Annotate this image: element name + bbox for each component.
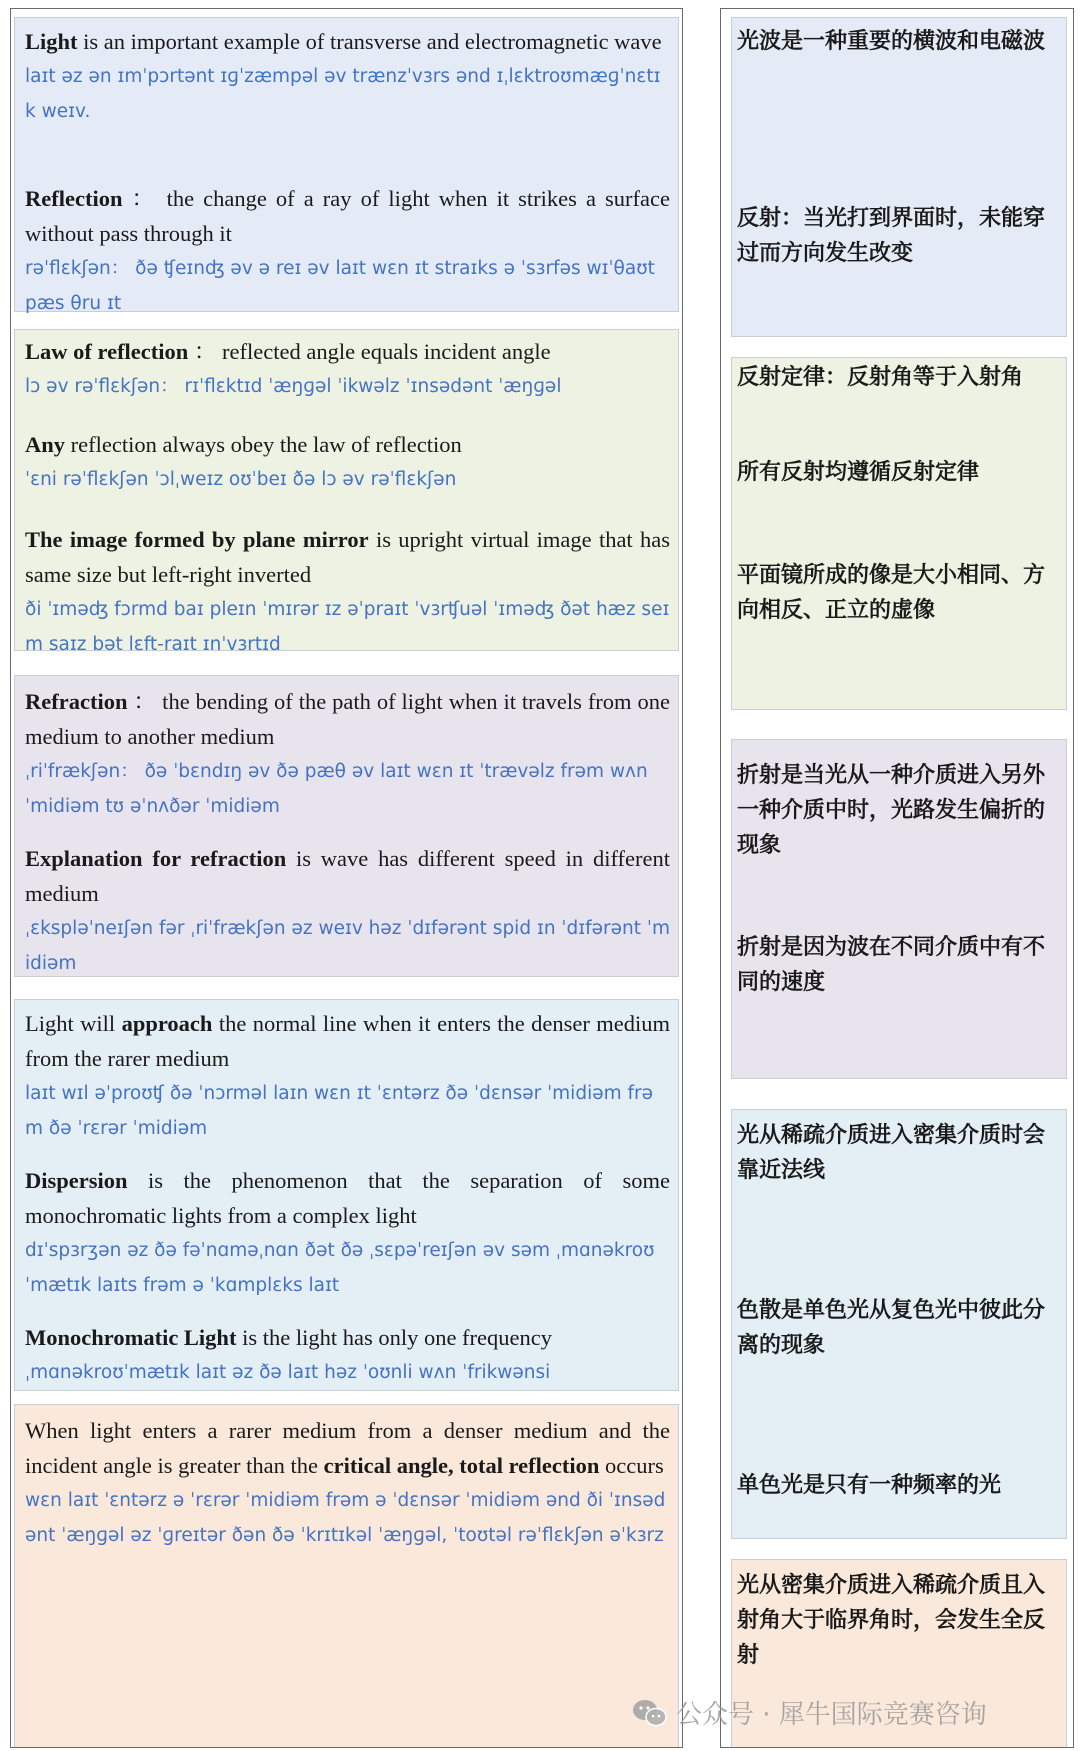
phonetic-transcription: laɪt wɪl əˈproʊʧ ðə ˈnɔrməl laɪn wɛn ɪt ˈɛntərz ðə ˈdɛnsər ˈmidiəm frəm ðə ˈrɛrər ˈmidiəm [25,1083,653,1139]
english-sentence: Reflection ： the change of a ray of light when it strikes a surface without pass through it [25,186,670,246]
entry-refraction [25,684,670,824]
section-light-reflection-zh [731,17,1067,337]
english-sentence: Monochromatic Light is the light has only one frequency [25,1325,553,1350]
section-total-reflection [14,1404,679,1748]
chinese-translation-approach: 光从稀疏介质进入密集介质时会靠近法线 [737,1123,1046,1183]
entry-monochromatic-light [25,1320,670,1390]
section-law-of-reflection-zh [731,357,1067,710]
phonetic-transcription: ˌmɑnəkroʊˈmætɪk laɪt əz ðə laɪt həz ˈoʊnli wʌn ˈfrikwənsi [25,1362,551,1383]
chinese-translation-monochromatic-light: 单色光是只有一种频率的光 [737,1473,1002,1498]
phonetic-transcription: ˈɛni rəˈflɛkʃən ˈɔlˌweɪz oʊˈbeɪ ðə lɔ əv rəˈflɛkʃən [25,469,457,490]
chinese-translation-total-reflection: 光从密集介质进入稀疏介质且入射角大于临界角时，会发生全反射 [737,1573,1046,1668]
phonetic-transcription: ˌɛkspləˈneɪʃən fər ˌriˈfrækʃən əz weɪv həz ˈdɪfərənt spid ɪn ˈdɪfərənt ˈmidiəm [25,918,670,974]
wechat-icon [632,1698,668,1728]
entry-explanation-refraction [25,841,670,981]
phonetic-transcription: lɔ əv rəˈflɛkʃən： rɪˈflɛktɪd ˈæŋɡəl ˈikwəlz ˈɪnsədənt ˈæŋɡəl [25,376,562,397]
section-light-reflection [14,17,679,312]
chinese-translation-explanation-refraction: 折射是因为波在不同介质中有不同的速度 [737,935,1046,995]
phonetic-transcription: ði ˈɪməʤ fɔrmd baɪ pleɪn ˈmɪrər ɪz əˈpraɪt ˈvɜrʧuəl ˈɪməʤ ðət hæz seɪm saɪz bət lɛft-raɪt ɪnˈvɜrtɪd [25,599,670,655]
phonetic-transcription: dɪˈspɜrʒən əz ðə fəˈnɑməˌnɑn ðət ðə ˌsɛpəˈreɪʃən əv səm ˌmɑnəkroʊˈmætɪk laɪts frəm ə ˈkɑmplɛks laɪt [25,1240,655,1296]
phonetic-transcription: rəˈflɛkʃən： ðə ʧeɪnʤ əv ə reɪ əv laɪt wɛn ɪt straɪks ə ˈsɜrfəs wɪˈθaʊt pæs θru ɪt [25,258,655,314]
english-sentence: Law of reflection ： reflected angle equals incident angle [25,339,551,364]
english-sentence: Refraction ： the bending of the path of light when it travels from one medium to another medium [25,689,670,749]
phonetic-transcription: ˌriˈfrækʃən： ðə ˈbɛndɪŋ əv ðə pæθ əv laɪt wɛn ɪt ˈtrævəlz frəm wʌn ˈmidiəm tʊ əˈnʌðər ˈmidiəm [25,761,648,817]
chinese-translation-reflection: 反射：当光打到界面时，未能穿过而方向发生改变 [737,206,1046,266]
entry-reflection [25,181,670,321]
entry-approach [25,1006,670,1146]
section-refraction [14,675,679,977]
chinese-translation-any-reflection: 所有反射均遵循反射定律 [737,460,980,485]
entry-plane-mirror [25,522,670,662]
chinese-translation-dispersion: 色散是单色光从复色光中彼此分离的现象 [737,1298,1046,1358]
section-approach-dispersion-zh [731,1109,1067,1539]
english-sentence: Explanation for refraction is wave has different speed in different medium [25,846,671,906]
watermark [632,1694,987,1731]
english-sentence: When light enters a rarer medium from a denser medium and the incident angle is greater than the critical angle, total reflection occurs [25,1418,670,1478]
section-approach-dispersion [14,999,679,1391]
chinese-translation-law-of-reflection: 反射定律：反射角等于入射角 [737,365,1024,390]
english-column [10,8,683,1748]
section-law-of-reflection [14,329,679,655]
phonetic-transcription: laɪt əz ən ɪmˈpɔrtənt ɪɡˈzæmpəl əv trænzˈvɜrs ənd ɪˌlɛktroʊmæɡˈnɛtɪk weɪv. [25,66,661,122]
chinese-translation-plane-mirror: 平面镜所成的像是大小相同、方向相反、正立的虚像 [737,563,1046,623]
chinese-translation-refraction: 折射是当光从一种介质进入另外一种介质中时，光路发生偏折的现象 [737,763,1046,858]
section-refraction-zh [731,739,1067,1079]
watermark-text: 公众号 · 犀牛国际竞赛咨询 [676,1700,987,1730]
english-sentence: Any reflection always obey the law of reflection [25,432,462,457]
entry-any-reflection [25,427,670,497]
entry-dispersion [25,1163,670,1303]
chinese-column [720,8,1074,1748]
entry-light [25,24,670,129]
english-sentence: The image formed by plane mirror is upright virtual image that has same size but left-right inverted [25,527,670,587]
english-sentence: Light will approach the normal line when it enters the denser medium from the rarer medium [25,1011,671,1071]
english-sentence: Dispersion is the phenomenon that the separation of some monochromatic lights from a complex light [25,1168,670,1228]
chinese-translation-light: 光波是一种重要的横波和电磁波 [737,29,1046,54]
phonetic-transcription: wɛn laɪt ˈɛntərz ə ˈrɛrər ˈmidiəm frəm ə ˈdɛnsər ˈmidiəm ənd ði ˈɪnsədənt ˈæŋɡəl əz ˈɡreɪtər ðən ðə ˈkrɪtɪkəl ˈæŋɡəl, ˈtoʊtəl rəˈflɛkʃən əˈkɜrz [25,1490,666,1546]
entry-total-reflection [25,1413,670,1553]
english-sentence: Light is an important example of transverse and electromagnetic wave [25,29,662,54]
entry-law-of-reflection [25,334,670,404]
